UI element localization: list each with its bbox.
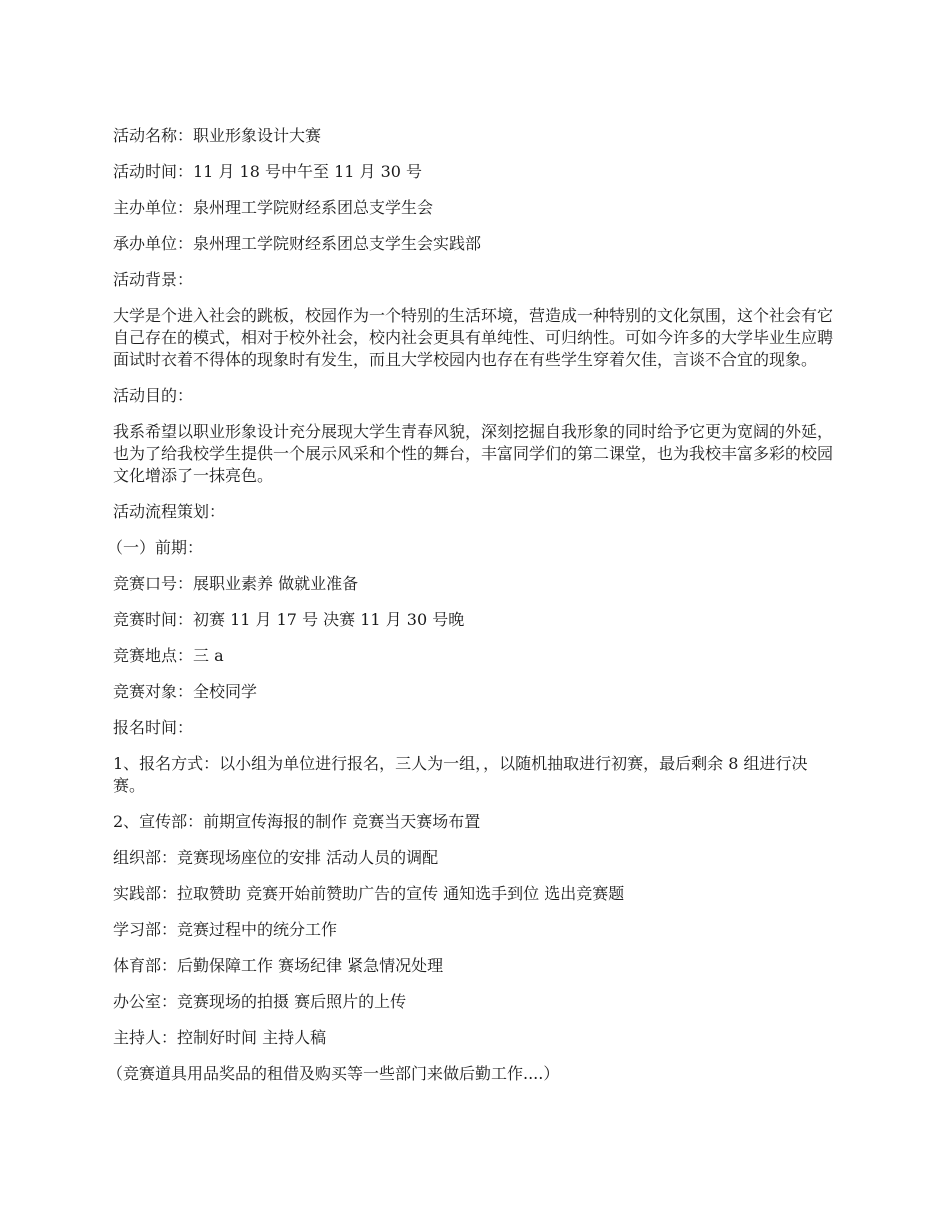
document-page: [107, 125, 838, 1099]
registration-method-line: 1、报名方式：以小组为单位进行报名，三人为一组，，以随机抽取进行初赛，最后剩余 8 组进行决赛。: [113, 754, 808, 795]
co-organizer-line: 承办单位：泉州理工学院财经系团总支学生会实践部: [113, 234, 482, 253]
phase-one-heading: （一）前期：: [107, 538, 204, 557]
practice-dept-line: 实践部：拉取赞助 竞赛开始前赞助广告的宣传 通知选手到位 选出竞赛题: [113, 884, 625, 903]
purpose-heading: 活动目的：: [113, 386, 194, 405]
study-dept-line: 学习部：竞赛过程中的统分工作: [113, 920, 338, 939]
process-heading: 活动流程策划：: [113, 502, 226, 521]
organization-dept-line: 组织部：竞赛现场座位的安排 活动人员的调配: [113, 848, 439, 867]
organizer-line: 主办单位：泉州理工学院财经系团总支学生会: [113, 198, 434, 217]
background-heading: 活动背景：: [113, 270, 194, 289]
purpose-paragraph: 我系希望以职业形象设计充分展现大学生青春风貌，深刻挖掘自我形象的同时给予它更为宽阔的外延，也为了给我校学生提供一个展示风采和个性的舞台，丰富同学们的第二课堂，也为我校丰富多彩的校园文化增添了一抹亮色。: [113, 422, 834, 485]
slogan-line: 竞赛口号：展职业素养 做就业准备: [113, 574, 359, 593]
registration-time-line: 报名时间：: [113, 718, 194, 737]
competition-time-line: 竞赛时间：初赛 11 月 17 号 决赛 11 月 30 号晚: [113, 610, 465, 629]
activity-time-line: 活动时间：11 月 18 号中午至 11 月 30 号: [113, 162, 423, 181]
venue-line: 竞赛地点：三 a: [113, 646, 224, 665]
activity-name-line: 活动名称：职业形象设计大赛: [113, 126, 322, 145]
participants-line: 竞赛对象：全校同学: [113, 682, 258, 701]
office-line: 办公室：竞赛现场的拍摄 赛后照片的上传: [113, 992, 407, 1011]
publicity-dept-line: 2、宣传部：前期宣传海报的制作 竞赛当天赛场布置: [113, 812, 481, 831]
background-paragraph: 大学是个进入社会的跳板，校园作为一个特别的生活环境，营造成一种特别的文化氛围，这个社会有它自己存在的模式，相对于校外社会，校内社会更具有单纯性、可归纳性。可如今许多的大学毕业生应聘面试时衣着不得体的现象时有发生，而且大学校园内也存在有些学生穿着欠佳，言谈不合宜的现象。: [113, 306, 834, 369]
logistics-note-line: （竞赛道具用品奖品的租借及购买等一些部门来做后勤工作....）: [107, 1064, 560, 1083]
sports-dept-line: 体育部：后勤保障工作 赛场纪律 紧急情况处理: [113, 956, 444, 975]
host-line: 主持人：控制好时间 主持人稿: [113, 1028, 327, 1047]
